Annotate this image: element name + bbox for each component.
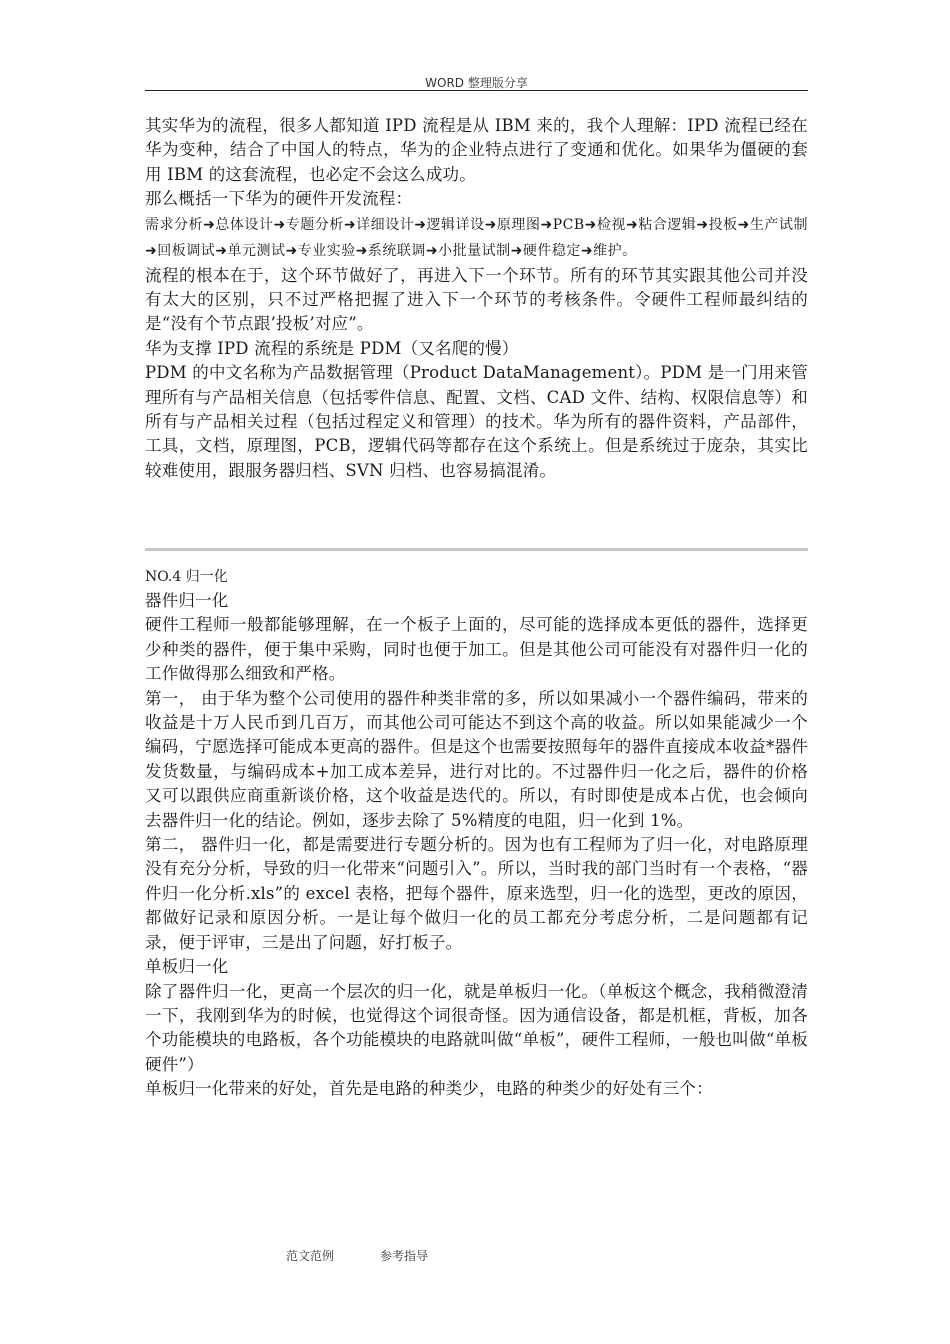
section-divider	[145, 548, 808, 551]
paragraph-component-intro: 硬件工程师一般都能够理解，在一个板子上面的，尽可能的选择成本更低的器件，选择更少种类的器件，便于集中采购，同时也便于加工。但是其他公司可能没有对器件归一化的工作做得那么细致和严格。	[145, 615, 808, 684]
hardware-flow-sequence: 需求分析➜总体设计➜专题分析➜详细设计➜逻辑详设➜原理图➜PCB➜检视➜粘合逻辑➜投板➜生产试制➜回板调试➜单元测试➜专业实验➜系统联调➜小批量试制➜硬件稳定➜维护。	[145, 216, 808, 259]
header-rule	[145, 90, 808, 91]
paragraph-pdm-system: 华为支撑 IPD 流程的系统是 PDM（又名爬的慢）	[145, 338, 519, 358]
footer-left-text: 范文范例	[286, 1249, 335, 1263]
subheading-component-normalization: 器件归一化	[145, 591, 229, 610]
section-number-heading: NO.4 归一化	[145, 569, 228, 585]
page-header-title: WORD 整理版分享	[425, 76, 528, 90]
paragraph-second-point: 第二， 器件归一化，都是需要进行专题分析的。因为也有工程师为了归一化，对电路原理没有充分分析，导致的归一化带来“问题引入”。所以，当时我的部门当时有一个表格，“器件归一化分析.xls”的 excel 表格，把每个器件，原来选型，归一化的选型，更改的原因，都做好记录和原因分析。一是让每个做归一化的员工都充分考虑分析，二是问题都有记录，便于评审，三是出了问题，好打板子。	[145, 835, 808, 952]
subheading-board-normalization: 单板归一化	[145, 957, 229, 977]
footer-right-text: 参考指导	[380, 1249, 429, 1263]
paragraph-flow-essence: 流程的根本在于，这个环节做好了，再进入下一个环节。所有的环节其实跟其他公司并没有太大的区别，只不过严格把握了进入下一个环节的考核条件。令硬件工程师最纠结的是“没有个节点跟’投板’对应”。	[145, 265, 808, 334]
section-normalization	[145, 565, 808, 1102]
paragraph-board-benefits: 单板归一化带来的好处，首先是电路的种类少，电路的种类少的好处有三个：	[145, 1079, 713, 1099]
paragraph-board-intro: 除了器件归一化，更高一个层次的归一化，就是单板归一化。（单板这个概念，我稍微澄清一下，我刚到华为的时候，也觉得这个词很奇怪。因为通信设备，都是机框，背板，加各个功能模块的电路板，各个功能模块的电路就叫做“单板”，硬件工程师，一般也叫做“单板硬件”）	[145, 981, 808, 1074]
paragraph-pdm-definition: PDM 的中文名称为产品数据管理（Product DataManagement）。PDM 是一门用来管理所有与产品相关信息（包括零件信息、配置、文档、CAD 文件、结构、权限信息等）和所有与产品相关过程（包括过程定义和管理）的技术。华为所有的器件资料，产品部件，工具，文档，原理图，PCB，逻辑代码等都存在这个系统上。但是系统过于庞杂，其实比较难使用，跟服务器归档、SVN 归档、也容易搞混淆。	[145, 363, 808, 480]
page-footer	[286, 1247, 428, 1264]
paragraph-flow-lead: 那么概括一下华为的硬件开发流程：	[145, 189, 413, 209]
section-ipd-process	[145, 114, 808, 483]
paragraph-ipd-intro: 其实华为的流程，很多人都知道 IPD 流程是从 IBM 来的，我个人理解：IPD 流程已经在华为变种，结合了中国人的特点，华为的企业特点进行了变通和优化。如果华为僵硬的套用 IBM 的这套流程，也必定不会这么成功。	[145, 116, 808, 184]
paragraph-first-point: 第一， 由于华为整个公司使用的器件种类非常的多，所以如果减小一个器件编码，带来的收益是十万人民币到几百万，而其他公司可能达不到这个高的收益。所以如果能减少一个编码，宁愿选择可能成本更高的器件。但是这个也需要按照每年的器件直接成本收益*器件发货数量，与编码成本+加工成本差异，进行对比的。不过器件归一化之后，器件的价格又可以跟供应商重新谈价格，这个收益是迭代的。所以，有时即使是成本占优，也会倾向去器件归一化的结论。例如，逐步去除了 5%精度的电阻，归一化到 1%。	[145, 688, 808, 830]
